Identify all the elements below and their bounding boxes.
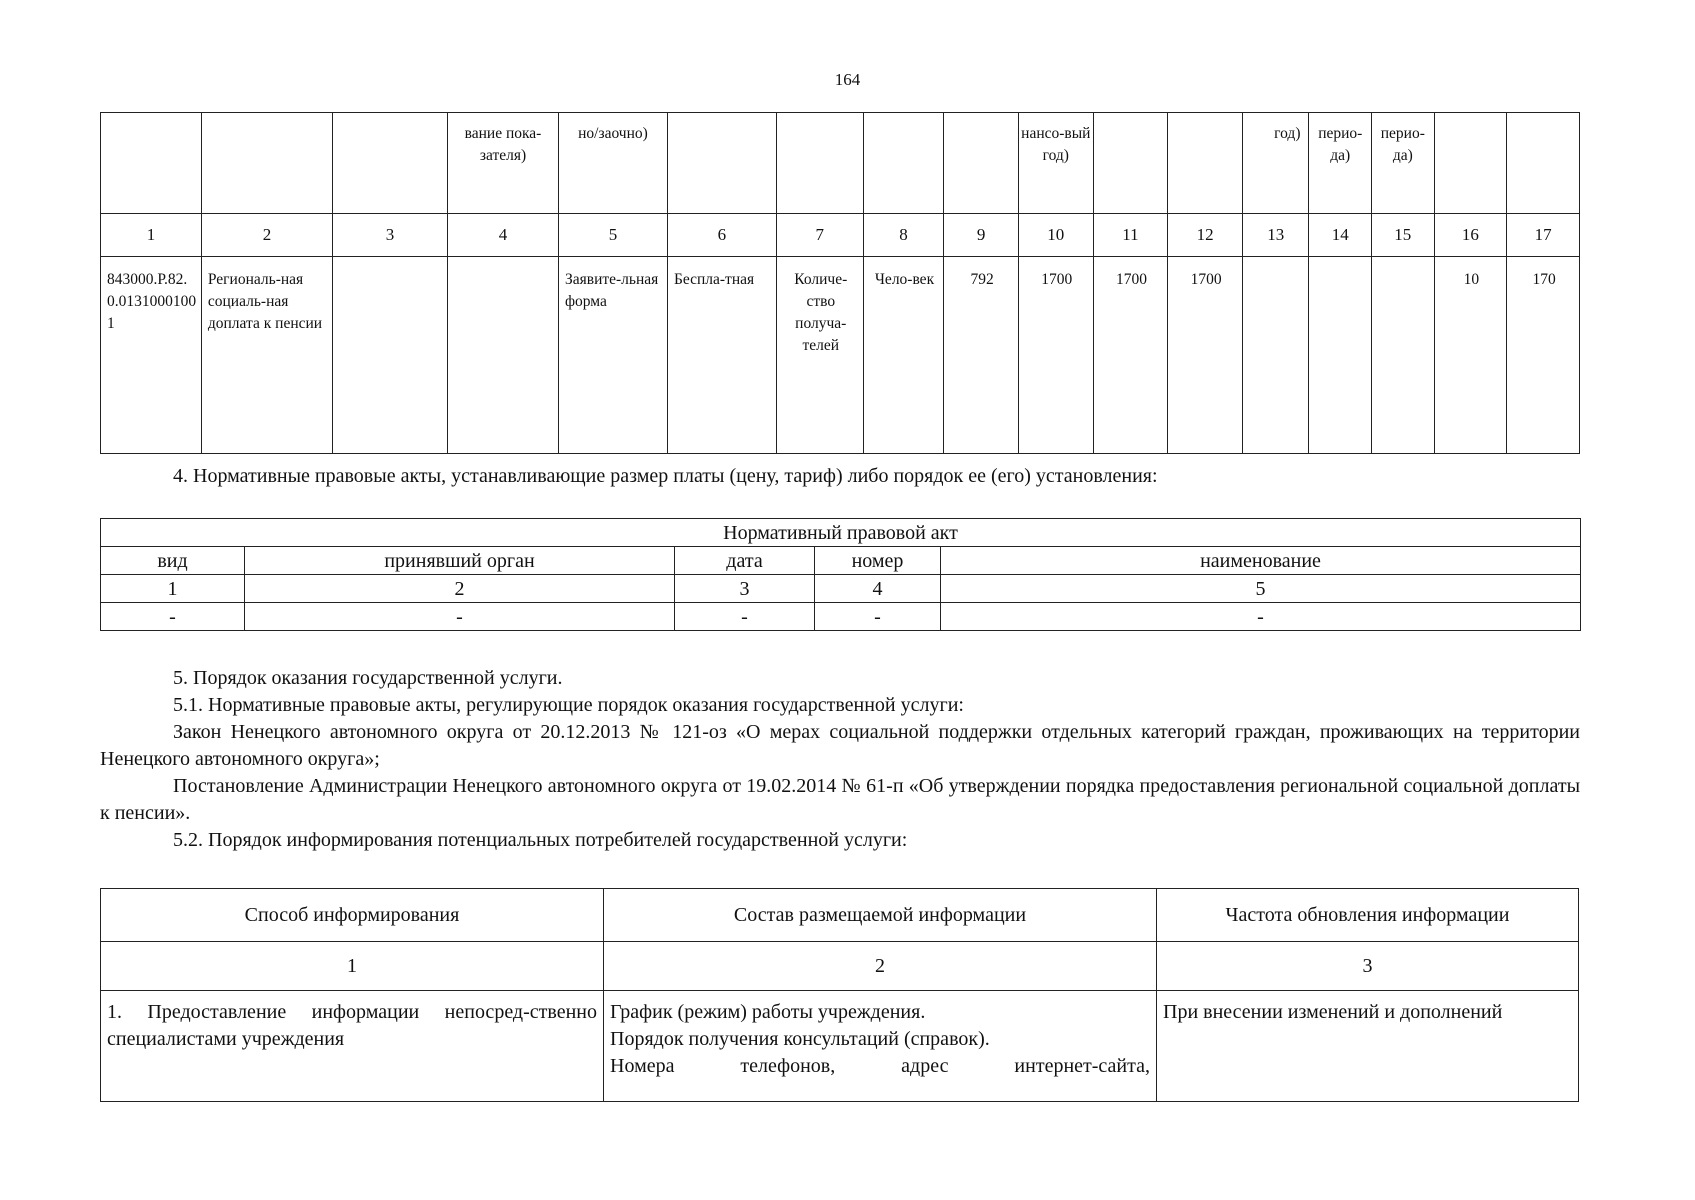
table-cell xyxy=(333,257,448,454)
column-number: 11 xyxy=(1093,214,1168,257)
header-cell: вание пока-зателя) xyxy=(448,113,559,214)
column-header: вид xyxy=(101,547,245,575)
table-title-row xyxy=(101,519,1581,547)
header-cell xyxy=(776,113,863,214)
header-cell xyxy=(1434,113,1507,214)
column-number: 14 xyxy=(1309,214,1372,257)
service-name-cell: Региональ-ная социаль-ная доплата к пенсии xyxy=(201,257,332,454)
section-5-1-heading: 5.1. Нормативные правовые акты, регулирующие порядок оказания государственной услуги: xyxy=(173,694,964,716)
header-cell xyxy=(1168,113,1243,214)
table-row xyxy=(101,603,1581,631)
column-header: Частота обновления информации xyxy=(1157,889,1579,942)
table-header-row xyxy=(101,889,1579,942)
header-cell: перио-да) xyxy=(1372,113,1435,214)
column-number: 3 xyxy=(675,575,815,603)
table-cell: - xyxy=(941,603,1581,631)
content-cell xyxy=(604,991,1157,1102)
column-header: Способ информирования xyxy=(101,889,604,942)
header-cell: нансо-вый год) xyxy=(1018,113,1093,214)
content-line: Номера телефонов, адрес интернет-сайта, xyxy=(610,1055,1150,1077)
column-number: 1 xyxy=(101,575,245,603)
content-line: График (режим) работы учреждения. xyxy=(610,1001,926,1023)
column-number: 10 xyxy=(1018,214,1093,257)
table-cell: - xyxy=(675,603,815,631)
informing-table xyxy=(100,888,1579,1102)
column-number: 2 xyxy=(604,942,1157,991)
payment-cell: Беспла-тная xyxy=(667,257,776,454)
column-number-row xyxy=(101,214,1580,257)
value-cell: 1700 xyxy=(1093,257,1168,454)
column-number: 4 xyxy=(448,214,559,257)
header-cell xyxy=(944,113,1019,214)
column-number: 15 xyxy=(1372,214,1435,257)
registry-code-cell: 843000.Р.82.0.01310001001 xyxy=(101,257,202,454)
column-header: принявший орган xyxy=(245,547,675,575)
table-cell xyxy=(1309,257,1372,454)
value-cell: 1700 xyxy=(1168,257,1243,454)
table-cell: - xyxy=(245,603,675,631)
table-row xyxy=(101,991,1579,1102)
header-cell: но/заочно) xyxy=(558,113,667,214)
column-number: 1 xyxy=(101,214,202,257)
column-number: 3 xyxy=(333,214,448,257)
page-number: 164 xyxy=(834,70,861,89)
table-title: Нормативный правовой акт xyxy=(101,519,1581,547)
okei-code-cell: 792 xyxy=(944,257,1019,454)
column-number: 8 xyxy=(863,214,944,257)
header-cell xyxy=(101,113,202,214)
column-number: 2 xyxy=(245,575,675,603)
column-number: 9 xyxy=(944,214,1019,257)
column-number: 13 xyxy=(1242,214,1309,257)
table-cell xyxy=(448,257,559,454)
column-number: 5 xyxy=(558,214,667,257)
column-number: 6 xyxy=(667,214,776,257)
column-header: номер xyxy=(815,547,941,575)
header-cell xyxy=(333,113,448,214)
column-number: 1 xyxy=(101,942,604,991)
column-number: 5 xyxy=(941,575,1581,603)
table-header-row xyxy=(101,113,1580,214)
column-number: 4 xyxy=(815,575,941,603)
column-number-row xyxy=(101,942,1579,991)
unit-cell: Чело-век xyxy=(863,257,944,454)
column-number: 7 xyxy=(776,214,863,257)
header-cell xyxy=(1507,113,1580,214)
table-cell: - xyxy=(815,603,941,631)
frequency-cell: При внесении изменений и дополнений xyxy=(1157,991,1579,1102)
table-row xyxy=(101,257,1580,454)
column-number: 16 xyxy=(1434,214,1507,257)
header-cell xyxy=(667,113,776,214)
column-number: 12 xyxy=(1168,214,1243,257)
form-cell: Заявите-льная форма xyxy=(558,257,667,454)
section-4-heading: 4. Нормативные правовые акты, устанавливающие размер платы (цену, тариф) либо порядок ее (его) установления: xyxy=(173,465,1158,487)
indicators-table xyxy=(100,112,1580,454)
column-number: 3 xyxy=(1157,942,1579,991)
column-header: наименование xyxy=(941,547,1581,575)
indicator-cell: Количе-ство получа-телей xyxy=(776,257,863,454)
header-cell xyxy=(863,113,944,214)
column-header: дата xyxy=(675,547,815,575)
law-paragraph: Закон Ненецкого автономного округа от 20.12.2013 № 121-оз «О мерах социальной поддержки отдельных категорий граждан, проживающих на территории Ненецкого автономного округа»; xyxy=(100,721,1580,770)
deviation-percent-cell: 10 xyxy=(1434,257,1507,454)
table-cell xyxy=(1242,257,1309,454)
header-cell xyxy=(201,113,332,214)
header-cell xyxy=(1093,113,1168,214)
resolution-paragraph: Постановление Администрации Ненецкого автономного округа от 19.02.2014 № 61-п «Об утверждении порядка предоставления региональной социальной доплаты к пенсии». xyxy=(100,775,1580,824)
section-5-heading: 5. Порядок оказания государственной услуги. xyxy=(173,667,563,689)
normative-acts-table xyxy=(100,518,1581,631)
table-header-row xyxy=(101,547,1581,575)
method-cell: 1. Предоставление информации непосред-ственно специалистами учреждения xyxy=(101,991,604,1102)
header-cell: год) xyxy=(1242,113,1309,214)
column-number: 2 xyxy=(201,214,332,257)
column-header: Состав размещаемой информации xyxy=(604,889,1157,942)
value-cell: 1700 xyxy=(1018,257,1093,454)
column-number-row xyxy=(101,575,1581,603)
table-cell xyxy=(1372,257,1435,454)
section-5-text xyxy=(100,665,1580,854)
section-5-2-heading: 5.2. Порядок информирования потенциальных потребителей государственной услуги: xyxy=(173,829,908,851)
header-cell: перио-да) xyxy=(1309,113,1372,214)
column-number: 17 xyxy=(1507,214,1580,257)
table-cell: - xyxy=(101,603,245,631)
deviation-absolute-cell: 170 xyxy=(1507,257,1580,454)
content-line: Порядок получения консультаций (справок). xyxy=(610,1028,990,1050)
